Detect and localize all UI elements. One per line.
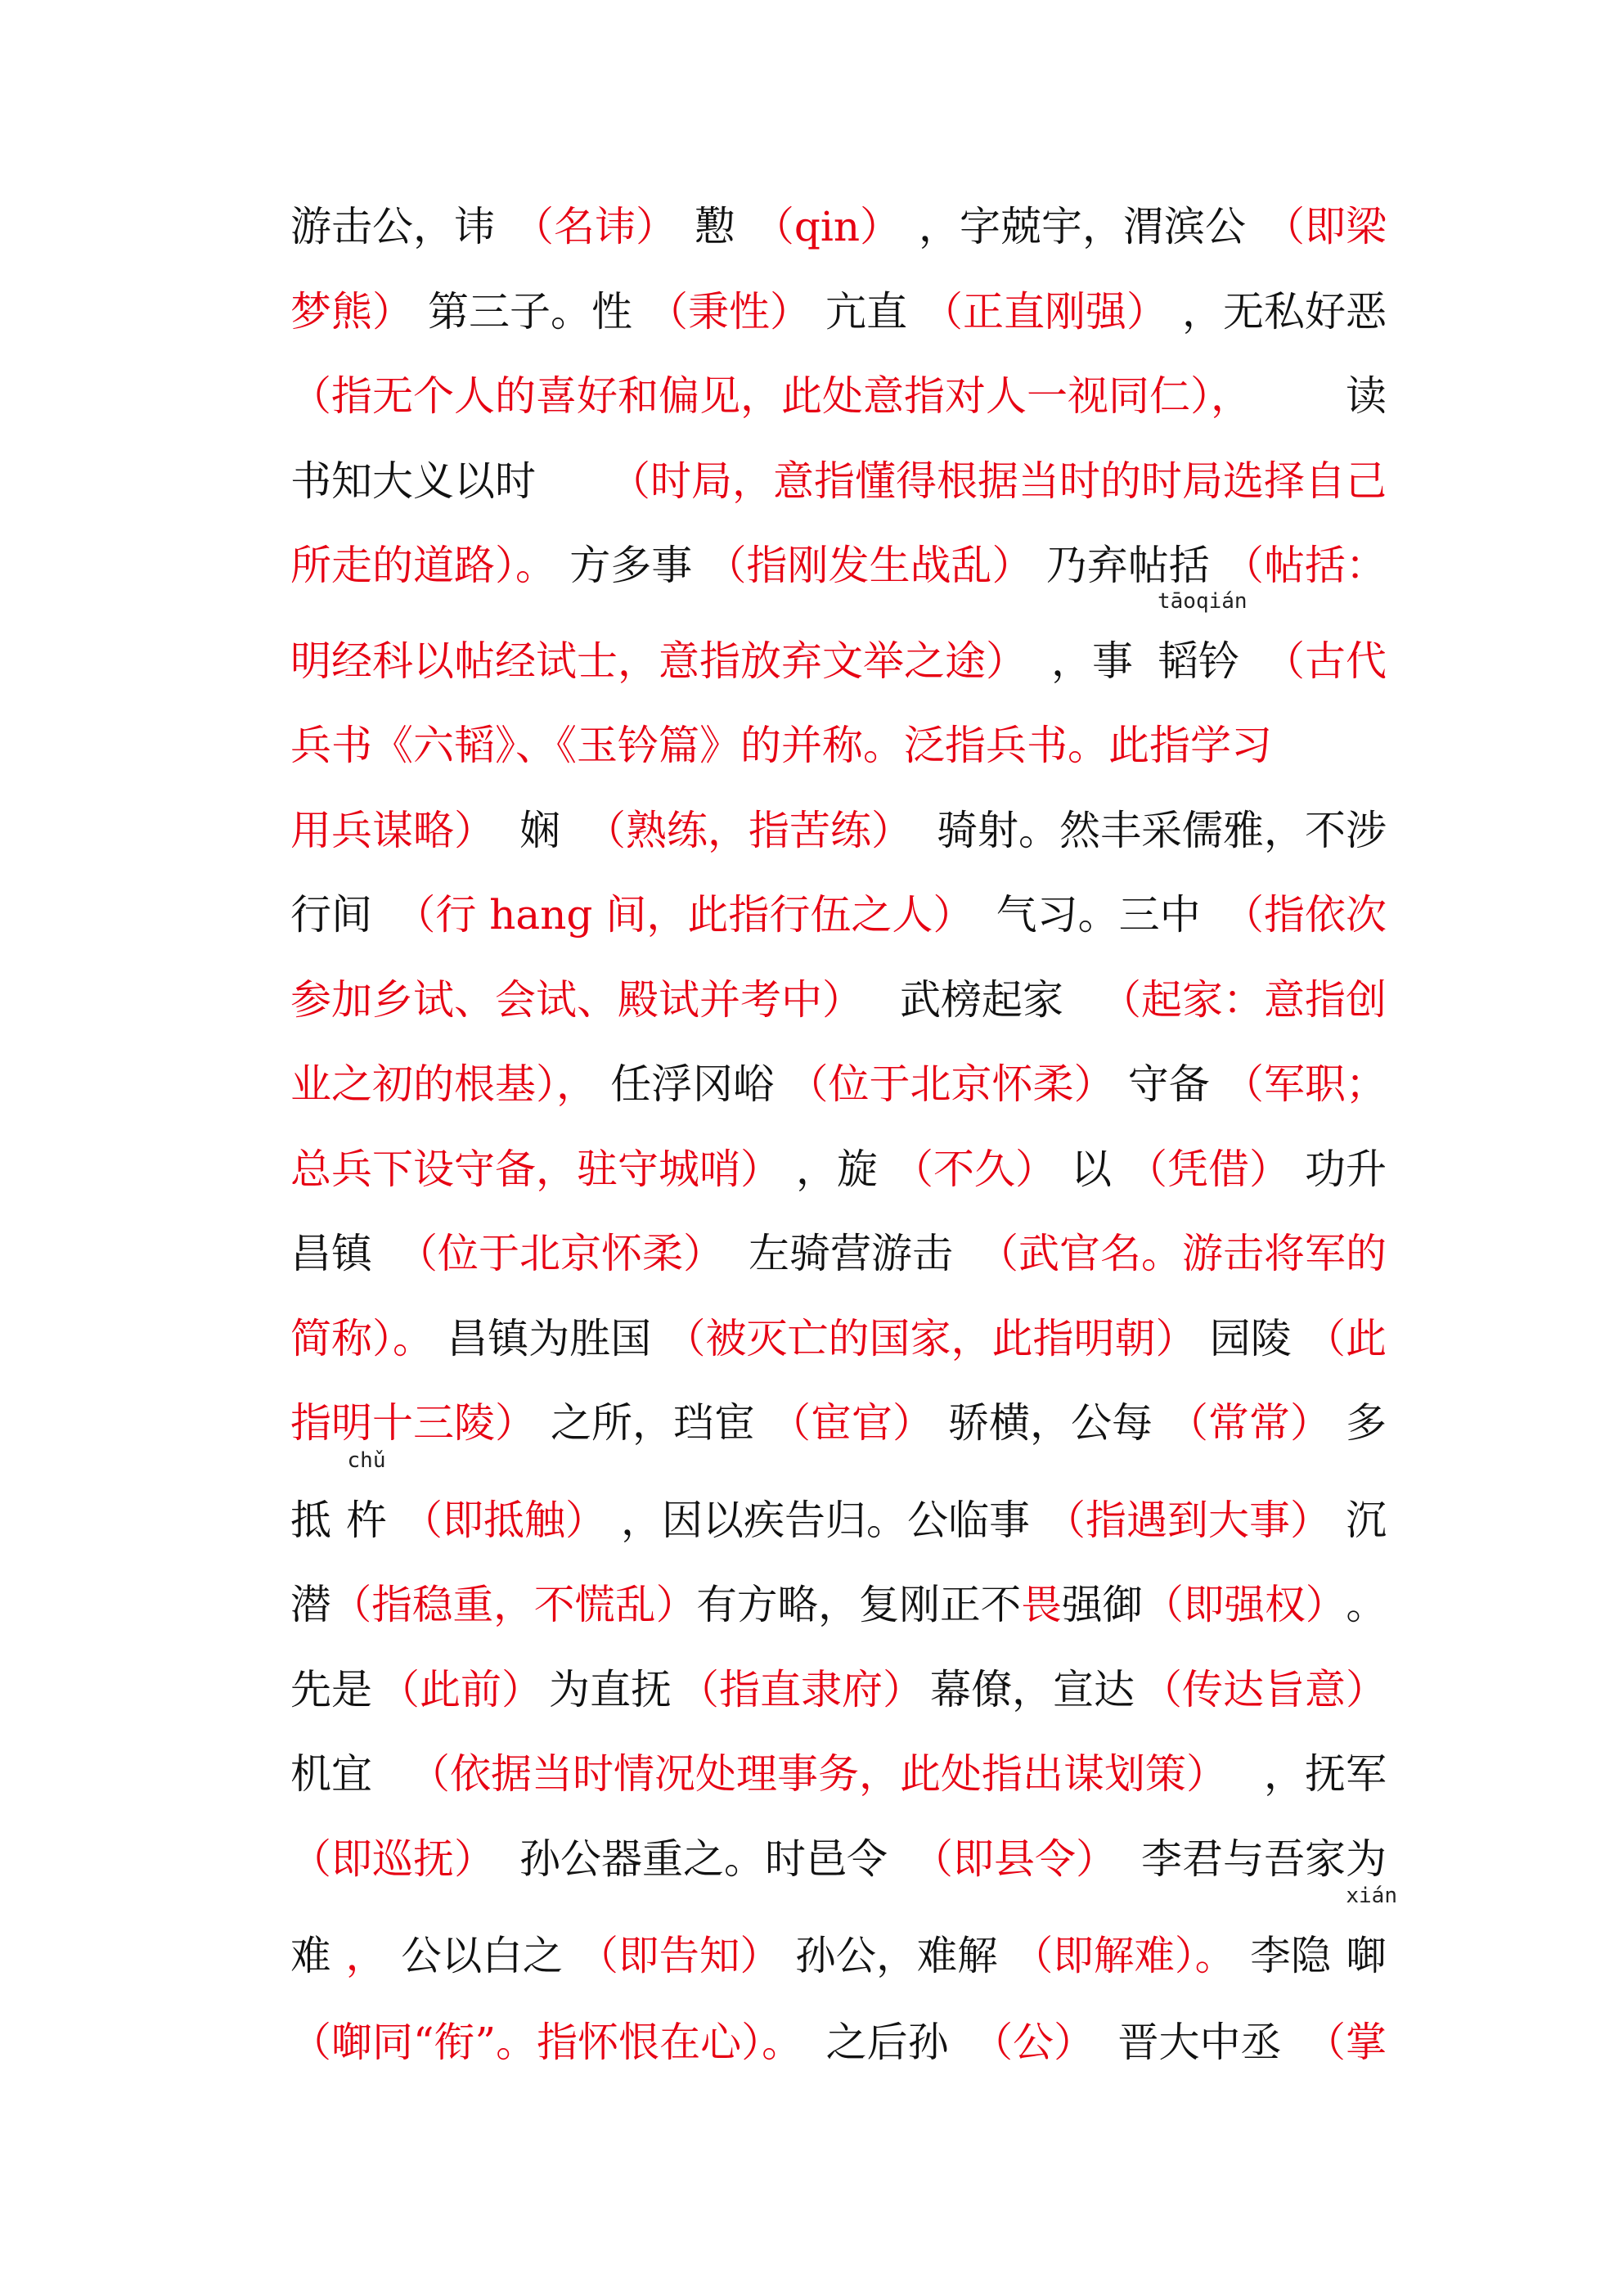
text-line — [290, 1042, 1387, 1127]
body-text: ，抚军 — [1264, 1750, 1387, 1798]
annotation-text: （指依次 — [1223, 891, 1387, 939]
annotation-text: （行 hang 间，此指行伍之人） — [394, 891, 974, 939]
body-text: 有方略，复刚正不 — [696, 1581, 1022, 1628]
annotation-text: （常常） — [1167, 1399, 1331, 1447]
annotation-text: （时局，意指懂得根据当时的时局选择自己 — [609, 457, 1387, 505]
annotation-text: （即抵触） — [402, 1497, 606, 1544]
pinyin-annotation: tāoqián — [1158, 589, 1248, 614]
body-text: 游击公，讳 — [290, 203, 495, 250]
body-text: 机宜 — [290, 1750, 372, 1798]
body-text: ，旋 — [796, 1146, 878, 1193]
annotation-text: （指遇到大事） — [1045, 1497, 1331, 1544]
text-line — [290, 439, 1387, 524]
annotation-text: 业之初的根基）， — [290, 1060, 597, 1108]
annotation-text: （啣同“衔”。指怀恨在心）。 — [290, 2019, 803, 2066]
annotation-text: 所走的道路）。 — [290, 542, 556, 589]
annotation-text: （熟练，指苦练） — [585, 807, 912, 854]
body-text: 李君与吾家为 — [1141, 1835, 1387, 1883]
annotation-text: （被灭亡的国家，此指明朝） — [664, 1315, 1197, 1362]
text-line — [290, 703, 1387, 788]
body-text: 为直抚 — [549, 1666, 672, 1713]
annotation-text: （起家：意指创 — [1100, 976, 1387, 1024]
annotation-text: （宦官） — [770, 1399, 933, 1447]
annotation-text: （名讳） — [512, 203, 677, 250]
body-text: 幕僚，宣达 — [930, 1666, 1135, 1713]
annotation-text: （即告知） — [578, 1932, 781, 1979]
text-line — [290, 1647, 1387, 1732]
annotation-text: （即巡抚） — [290, 1835, 495, 1883]
body-text: 懃 — [694, 203, 735, 250]
body-text: 抵 — [290, 1497, 331, 1544]
annotation-text: （秉性） — [647, 288, 811, 335]
body-text: 园陵 — [1209, 1315, 1292, 1362]
body-text: 。 — [1346, 1581, 1387, 1628]
body-text: 之所，珰宦 — [551, 1399, 755, 1447]
annotation-text: 总兵下设守备，驻守城哨） — [290, 1146, 781, 1193]
text-line — [290, 589, 1387, 704]
annotation-text: （凭借） — [1126, 1146, 1290, 1193]
annotation-text: （武官名。游击将军的 — [978, 1230, 1387, 1277]
annotation-text: 畏 — [1021, 1581, 1062, 1628]
annotation-text: （依据当时情况处理事务，此处指出谋划策） — [409, 1750, 1227, 1798]
body-text: ，事 — [1051, 637, 1133, 685]
body-text: 乃弃帖括 — [1045, 542, 1210, 589]
text-line — [290, 1884, 1397, 1998]
annotation-text: （公） — [972, 2019, 1095, 2066]
body-text: 公以白之 — [401, 1932, 564, 1979]
body-text: 气习。三中 — [996, 891, 1201, 939]
text-line — [290, 872, 1387, 957]
body-text: 昌镇为胜国 — [447, 1315, 652, 1362]
body-text: 第三子。性 — [428, 288, 632, 335]
text-line — [290, 1731, 1387, 1817]
annotation-text: 简称）。 — [290, 1315, 434, 1362]
annotation-text: 指明十三陵） — [290, 1399, 536, 1447]
text-line — [290, 1380, 1387, 1465]
annotation-text: （军职； — [1223, 1060, 1387, 1108]
annotation-text: （古代 — [1264, 637, 1387, 685]
ruby-base-text: 啣 — [1346, 1932, 1387, 1979]
body-text: 任浮冈峪 — [610, 1060, 775, 1108]
body-text: 昌镇 — [290, 1230, 372, 1277]
annotation-text: （即梁 — [1263, 203, 1387, 250]
body-text: 晋大中丞 — [1117, 2019, 1282, 2066]
body-text — [1158, 589, 1248, 704]
body-text: 书知大义以时 — [290, 457, 536, 505]
body-text: ，因以疾告归。公临事 — [621, 1497, 1030, 1544]
annotation-text: ， — [345, 1932, 387, 1979]
annotation-text: （位于北京怀柔） — [787, 1060, 1115, 1108]
body-text: 李隐 — [1250, 1932, 1332, 1979]
body-text: 武榜起家 — [900, 976, 1063, 1024]
body-text: 潜 — [290, 1581, 331, 1628]
text-line — [290, 1448, 1387, 1563]
text-line — [290, 184, 1387, 269]
body-text: 以 — [1071, 1146, 1112, 1193]
annotation-text: （不久） — [892, 1146, 1056, 1193]
body-text: 难 — [290, 1932, 331, 1979]
body-text: 骑射。然丰采儒雅，不涉 — [937, 807, 1387, 854]
annotation-text: （掌 — [1305, 2019, 1387, 2066]
annotation-text: （指稳重，不慌乱） — [330, 1581, 697, 1628]
annotation-text: 兵书《六韬》、《玉钤篇》的并称。泛指兵书。此指学习 — [290, 722, 1272, 769]
body-text: 左骑营游击 — [749, 1230, 953, 1277]
text-line — [290, 353, 1387, 439]
body-text: 孙公器重之。时邑令 — [519, 1835, 888, 1883]
body-text: 功升 — [1305, 1146, 1387, 1193]
annotation-text: 梦熊） — [290, 288, 413, 335]
annotation-text: （正直刚强） — [922, 288, 1167, 335]
annotation-text: （帖括： — [1223, 542, 1387, 589]
annotation-text: （指直隶府） — [678, 1666, 924, 1713]
body-text: 守备 — [1127, 1060, 1210, 1108]
annotation-text: 用兵谋略） — [290, 807, 495, 854]
body-text: 娴 — [519, 807, 560, 854]
body-text: 强御 — [1061, 1581, 1144, 1628]
body-text: 多 — [1346, 1399, 1387, 1447]
annotation-text: （即解难）。 — [1012, 1932, 1236, 1979]
annotation-text: （指无个人的喜好和偏见，此处意指对人一视同仁）， — [290, 372, 1252, 420]
text-line — [290, 1211, 1387, 1296]
body-text: 沉 — [1346, 1497, 1387, 1544]
pinyin-annotation: xián — [1346, 1884, 1397, 1908]
ruby-base-text: 杵 — [346, 1497, 387, 1544]
annotation-text: （qin） — [753, 203, 901, 250]
body-text — [1346, 1884, 1397, 1998]
text-line — [290, 1296, 1387, 1381]
body-text: 孙公，难解 — [795, 1932, 998, 1979]
annotation-text: （传达旨意） — [1141, 1666, 1387, 1713]
body-text: 方多事 — [569, 542, 693, 589]
body-text: 亢直 — [825, 288, 907, 335]
pinyin-annotation: chǔ — [347, 1448, 386, 1473]
annotation-text: （即强权） — [1143, 1581, 1347, 1628]
text-line — [290, 957, 1387, 1042]
body-text: ，字兢宇，渭滨公 — [919, 203, 1247, 250]
text-line — [290, 1127, 1387, 1212]
body-text: 先是 — [290, 1666, 372, 1713]
body-text: 骄横，公每 — [948, 1399, 1153, 1447]
body-text: 读 — [1346, 372, 1387, 420]
text-line — [290, 1562, 1387, 1647]
text-line — [290, 788, 1387, 873]
annotation-text: （此前） — [379, 1666, 542, 1713]
body-text: ，无私好恶 — [1182, 288, 1387, 335]
annotation-text: （位于北京怀柔） — [397, 1230, 724, 1277]
body-text: 之后孙 — [825, 2019, 949, 2066]
text-line — [290, 2000, 1387, 2085]
annotation-text: 明经科以帖经试士，意指放弃文举之途） — [290, 637, 1027, 685]
annotation-text: 参加乡试、会试、殿试并考中） — [290, 976, 863, 1024]
text-line — [290, 269, 1387, 354]
annotation-text: （指刚发生战乱） — [705, 542, 1033, 589]
ruby-base-text: 韬钤 — [1158, 637, 1239, 685]
annotation-text: （即县令） — [912, 1835, 1117, 1883]
body-text — [346, 1448, 387, 1563]
annotation-text: （此 — [1305, 1315, 1387, 1362]
body-text: 行间 — [290, 891, 372, 939]
text-line — [290, 1817, 1387, 1902]
